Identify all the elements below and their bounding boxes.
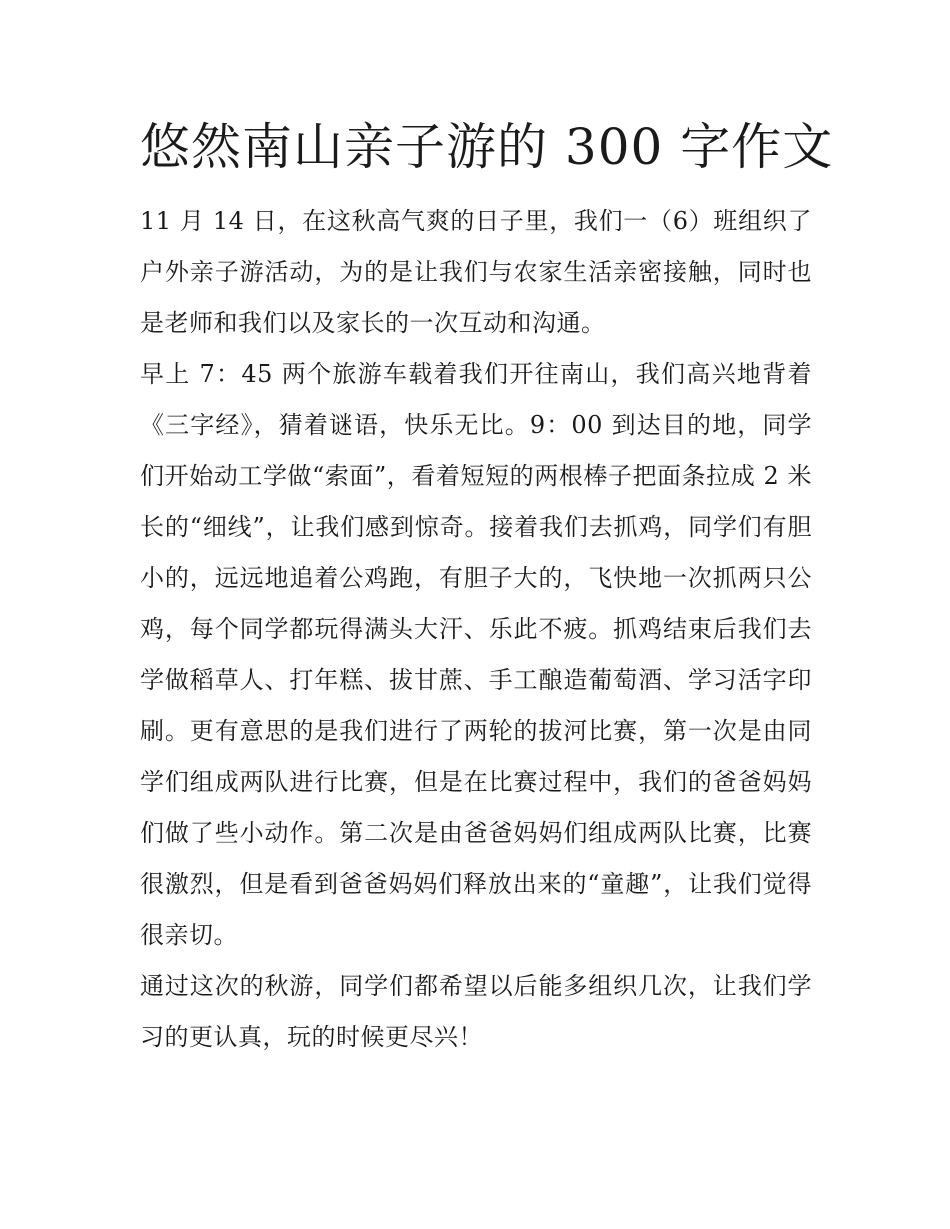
paragraph-activities: 早上 7：45 两个旅游车载着我们开往南山，我们高兴地背着《三字经》，猜着谜语，快乐无比。9：00 到达目的地，同学们开始动工学做“索面”，看着短短的两根棒子把面条拉成 2 米长的“细线”，让我们感到惊奇。接着我们去抓鸡，同学们有胆小的，远远地追着公鸡跑，有胆子大的，飞快地一次抓两只公鸡，每个同学都玩得满头大汗、乐此不疲。抓鸡结束后我们去学做稻草人、打年糕、拔甘蔗、手工酿造葡萄酒、学习活字印刷。更有意思的是我们进行了两轮的拔河比赛，第一次是由同学们组成两队进行比赛，但是在比赛过程中，我们的爸爸妈妈们做了些小动作。第二次是由爸爸妈妈们组成两队比赛，比赛很激烈，但是看到爸爸妈妈们释放出来的“童趣”，让我们觉得很亲切。 xyxy=(140,360,812,949)
paragraph-intro: 11 月 14 日，在这秋高气爽的日子里，我们一（6）班组织了户外亲子游活动，为的是让我们与农家生活亲密接触，同时也是老师和我们以及家长的一次互动和沟通。 xyxy=(140,207,812,337)
paragraph-conclusion: 通过这次的秋游，同学们都希望以后能多组织几次，让我们学习的更认真，玩的时候更尽兴！ xyxy=(140,972,812,1051)
document-page xyxy=(140,112,834,1063)
document-title: 悠然南山亲子游的 300 字作文 xyxy=(140,118,834,176)
